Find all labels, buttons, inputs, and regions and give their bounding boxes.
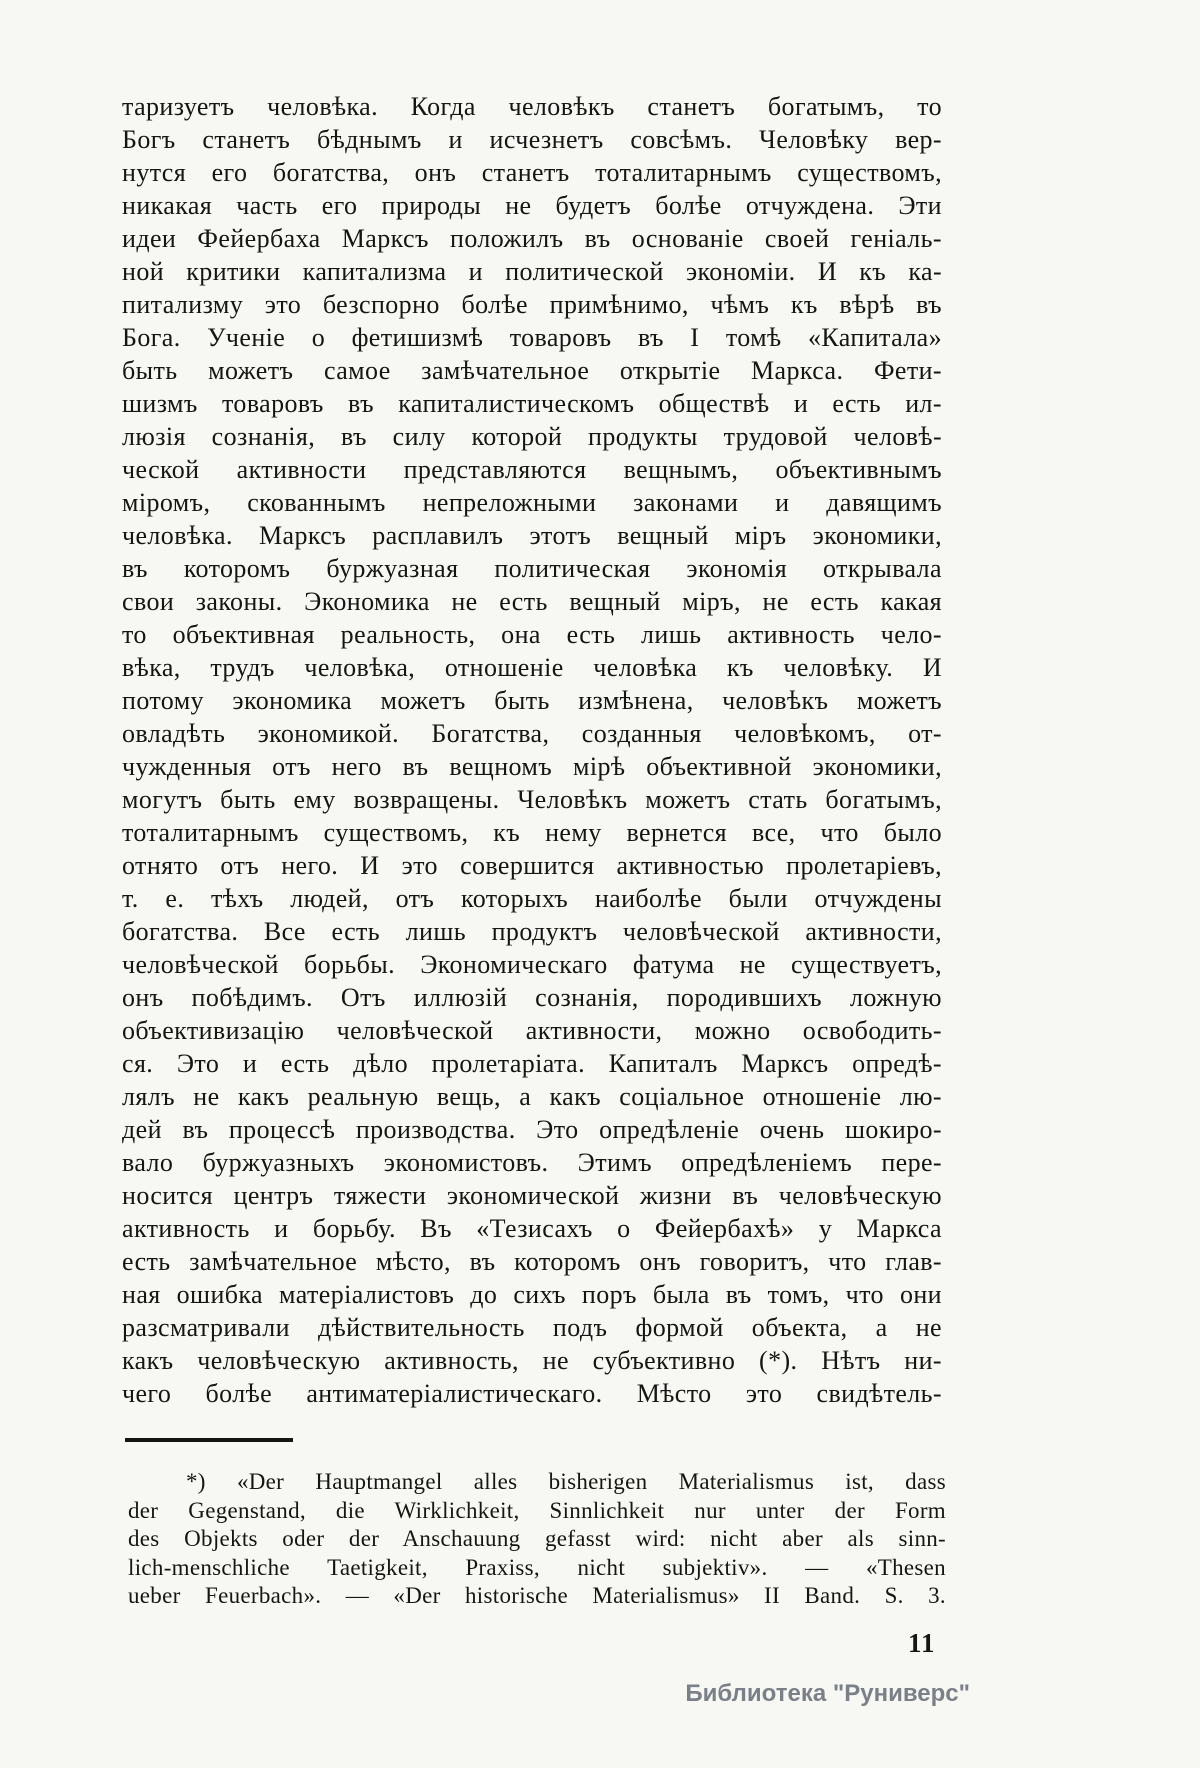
body-line: отнято отъ него. И это совершится активностью пролетаріевъ,	[122, 851, 942, 880]
body-line: быть можетъ самое замѣчательное открытіе Маркса. Фети-	[122, 356, 942, 385]
body-line: богатства. Все есть лишь продуктъ человѣческой активности,	[122, 917, 942, 946]
body-line: дей въ процессѣ производства. Это опредѣленіе очень шокиро-	[122, 1115, 942, 1144]
body-line: чужденныя отъ него въ вещномъ мірѣ объективной экономики,	[122, 752, 942, 781]
body-line: человѣка. Марксъ расплавилъ этотъ вещный міръ экономики,	[122, 521, 942, 550]
body-line: носится центръ тяжести экономической жизни въ человѣческую	[122, 1181, 942, 1210]
body-line: въ которомъ буржуазная политическая экономія открывала	[122, 554, 942, 583]
body-line: человѣческой борьбы. Экономическаго фатума не существуетъ,	[122, 950, 942, 979]
footnote	[128, 1468, 946, 1611]
body-line: тоталитарнымъ существомъ, къ нему вернется все, что было	[122, 818, 942, 847]
body-line: лялъ не какъ реальную вещь, а какъ соціальное отношеніе лю-	[122, 1082, 942, 1111]
body-line: то объективная реальность, она есть лишь активность чело-	[122, 620, 942, 649]
body-line: ся. Это и есть дѣло пролетаріата. Капиталъ Марксъ опредѣ-	[122, 1049, 942, 1078]
body-line: овладѣть экономикой. Богатства, созданныя человѣкомъ, от-	[122, 719, 942, 748]
footnote-line: *) «Der Hauptmangel alles bisherigen Materialismus ist, dass	[186, 1469, 946, 1494]
body-line: таризуетъ человѣка. Когда человѣкъ станетъ богатымъ, то	[122, 92, 942, 121]
body-line: ческой активности представляются вещнымъ, объективнымъ	[122, 455, 942, 484]
body-line: ной критики капитализма и политической экономіи. И къ ка-	[122, 257, 942, 286]
page-number: 11	[908, 1628, 936, 1658]
body-line: питализму это безспорно болѣе примѣнимо, чѣмъ къ вѣрѣ въ	[122, 290, 942, 319]
body-line: міромъ, скованнымъ непреложными законами и давящимъ	[122, 488, 942, 517]
body-line: какъ человѣческую активность, не субъективно (*). Нѣтъ ни-	[122, 1346, 942, 1375]
footnote-line: lich-menschliche Taetigkeit, Praxiss, nicht subjektiv». — «Thesen	[128, 1554, 946, 1580]
body-line: вѣка, трудъ человѣка, отношеніе человѣка къ человѣку. И	[122, 653, 942, 682]
body-text	[122, 90, 942, 1410]
footnote-line: des Objekts oder der Anschauung gefasst wird: nicht aber als sinn-	[128, 1526, 946, 1551]
body-line: свои законы. Экономика не есть вещный міръ, не есть какая	[122, 587, 942, 616]
body-line: потому экономика можетъ быть измѣнена, человѣкъ можетъ	[122, 686, 942, 715]
body-line: есть замѣчательное мѣсто, въ которомъ онъ говоритъ, что глав-	[122, 1247, 942, 1276]
footnote-line: der Gegenstand, die Wirklichkeit, Sinnlichkeit nur unter der Form	[128, 1497, 946, 1523]
body-line: никакая часть его природы не будетъ болѣе отчуждена. Эти	[122, 191, 942, 220]
watermark: Библиотека "Руниверс"	[685, 1680, 970, 1707]
body-line: люзія сознанія, въ силу которой продукты трудовой человѣ-	[122, 422, 942, 451]
body-line: онъ побѣдимъ. Отъ иллюзій сознанія, породившихъ ложную	[122, 983, 942, 1012]
body-line: могутъ быть ему возвращены. Человѣкъ можетъ стать богатымъ,	[122, 785, 942, 814]
body-line: активность и борьбу. Въ «Тезисахъ о Фейербахѣ» у Маркса	[122, 1214, 942, 1243]
body-line: Богъ станетъ бѣднымъ и исчезнетъ совсѣмъ. Человѣку вер-	[122, 125, 942, 154]
body-line: идеи Фейербаха Марксъ положилъ въ основаніе своей геніаль-	[122, 224, 942, 253]
body-line: шизмъ товаровъ въ капиталистическомъ обществѣ и есть ил-	[122, 389, 942, 418]
body-line: Бога. Ученіе о фетишизмѣ товаровъ въ I томѣ «Капитала»	[122, 323, 942, 352]
footnote-separator	[125, 1438, 293, 1442]
body-line: разсматривали дѣйствительность подъ формой объекта, а не	[122, 1313, 942, 1342]
footnote-line: ueber Feuerbach». — «Der historische Materialismus» II Band. S. 3.	[128, 1583, 946, 1608]
body-line: вало буржуазныхъ экономистовъ. Этимъ опредѣленіемъ пере-	[122, 1148, 942, 1177]
body-line: чего болѣе антиматеріалистическаго. Мѣсто это свидѣтель-	[122, 1379, 942, 1408]
body-line: нутся его богатства, онъ станетъ тоталитарнымъ существомъ,	[122, 158, 942, 187]
body-line: ная ошибка матеріалистовъ до сихъ поръ была въ томъ, что они	[122, 1280, 942, 1309]
body-line: объективизацію человѣческой активности, можно освободить-	[122, 1016, 942, 1045]
body-line: т. е. тѣхъ людей, отъ которыхъ наиболѣе были отчуждены	[122, 884, 942, 913]
